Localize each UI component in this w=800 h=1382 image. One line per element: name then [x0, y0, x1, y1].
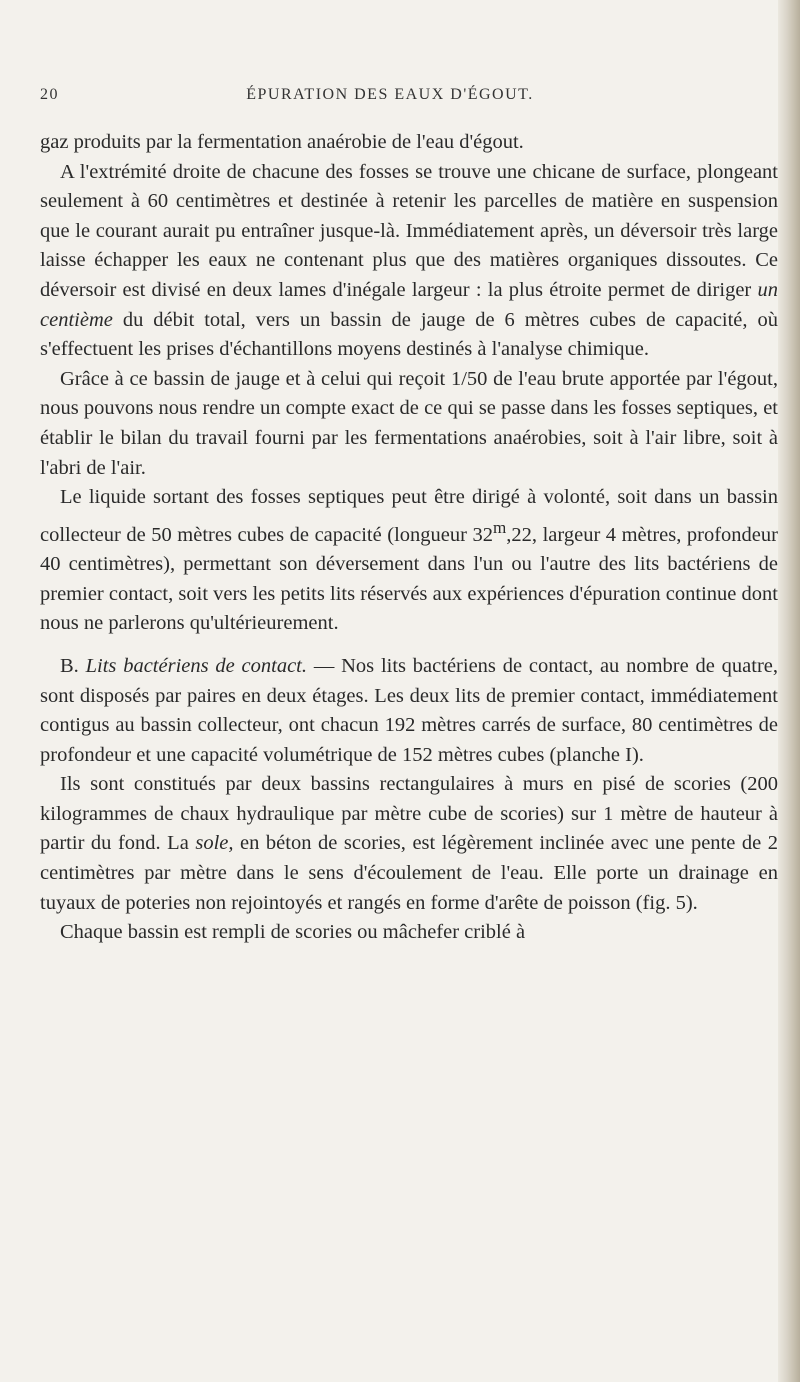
- paragraph-text: en béton de scories, est légèrement inclinée avec une pente de 2 centimètres par mètre dans le sens d'écoulement de l'eau. Elle porte un drainage en tuyaux de poteries non rejointoyés et rangés en forme d'arête de poisson (fig. 5).: [40, 832, 778, 914]
- paragraph-text: — Nos lits bactériens de contact, au nombre de quatre, sont disposés par paires en deux étages. Les deux lits de premier contact, immédiatement contigus au bassin collecteur, ont chacun 192 mètres carrés de surface, 80 centimètres de profondeur et une capacité volumétrique de 152 mètres cubes (planche I).: [40, 654, 779, 766]
- running-title: ÉPURATION DES EAUX D'ÉGOUT.: [246, 86, 534, 103]
- emphasis-text: un centième: [40, 278, 778, 331]
- paragraph: [40, 128, 778, 158]
- running-header: [40, 86, 740, 110]
- paragraph-text: du débit total, vers un bassin de jauge de 6 mètres cubes de capacité, où s'effectuent les prises d'échantillons moyens destinés à l'analyse chimique.: [40, 308, 778, 361]
- section-label: B.: [60, 654, 79, 677]
- paragraph-text: Grâce à ce bassin de jauge et à celui qui reçoit 1/50 de l'eau brute apportée par l'égout, nous pouvons nous rendre un compte exact de ce qui se passe dans les fosses septiques, et établir le bilan du travail fourni par les fermentations anaérobies, soit à l'air libre, soit à l'abri de l'air.: [40, 367, 778, 479]
- body-text: [40, 128, 778, 948]
- paragraph: [40, 158, 778, 365]
- paragraph: [40, 918, 778, 948]
- paragraph: [40, 483, 778, 639]
- section-paragraph: [40, 652, 778, 770]
- emphasis-text: sole,: [195, 832, 234, 855]
- superscript-unit: m: [493, 517, 507, 537]
- page-number: 20: [40, 86, 59, 103]
- paragraph-text: ,22, largeur 4 mètres, profondeur 40 centimètres), permettant son déversement dans l'un ou l'autre des lits bactériens de premier contact, soit vers les petits lits réservés aux expériences d'épuration continue dont nous ne parlerons qu'ultérieurement.: [40, 523, 778, 635]
- paragraph-text: gaz produits par la fermentation anaérobie de l'eau d'égout.: [40, 131, 524, 153]
- paragraph: [40, 365, 778, 483]
- page-binding-edge: [778, 0, 800, 1382]
- paragraph-text: Ils sont constitués par deux bassins rectangulaires à murs en pisé de scories (200 kilogrammes de chaux hydraulique par mètre cube de scories) sur 1 mètre de hauteur à partir du fond. La: [40, 773, 778, 855]
- paragraph-text: A l'extrémité droite de chacune des fosses se trouve une chicane de surface, plongeant seulement à 60 centimètres et destinée à retenir les parcelles de matière en suspension que le courant aurait pu entraîner jusque-là. Immédiatement après, un déversoir très large laisse échapper les eaux ne contenant plus que des matières organiques dissoutes. Ce déversoir est divisé en deux lames d'inégale largeur : la plus étroite permet de diriger: [40, 160, 778, 301]
- paragraph-text: Chaque bassin est rempli de scories ou mâchefer criblé à: [60, 921, 526, 944]
- section-heading: Lits bactériens de contact.: [85, 654, 307, 677]
- paragraph: [40, 770, 778, 918]
- paragraph-text: Le liquide sortant des fosses septiques peut être dirigé à volonté, soit dans un bassin collecteur de 50 mètres cubes de capacité (longueur 32: [40, 486, 778, 546]
